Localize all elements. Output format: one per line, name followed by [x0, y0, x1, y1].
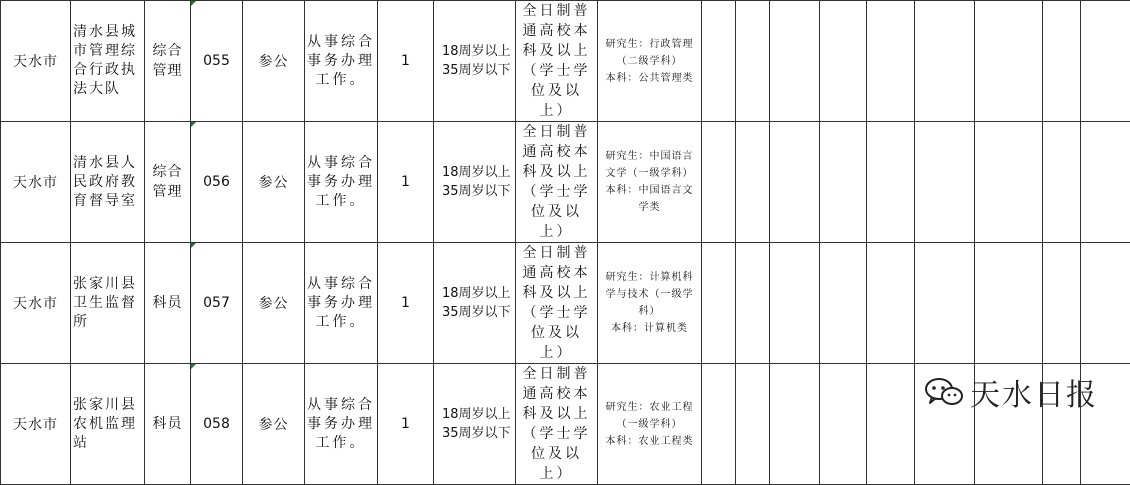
- empty-cell: [1081, 1, 1130, 122]
- age-cell: 18周岁以上 35周岁以下: [434, 1, 516, 122]
- watermark-text: 天水日报: [970, 370, 1098, 414]
- age-cell: 18周岁以上 35周岁以下: [434, 364, 516, 485]
- cell-marker: [191, 364, 196, 369]
- empty-cell: [1043, 122, 1081, 243]
- city-cell: 天水市: [1, 122, 71, 243]
- empty-cell: [736, 1, 770, 122]
- empty-cell: [770, 1, 820, 122]
- unit-cell: 清水县人 民政府教 育督导室: [71, 122, 145, 243]
- education-cell: 全日制普 通高校本 科及以上 （学士学 位及以 上）: [516, 364, 598, 485]
- major-cell: 研究生：行政管理 （二级学科） 本科：公共管理类: [598, 1, 702, 122]
- position-cell: 科员: [145, 243, 191, 364]
- empty-cell: [1043, 243, 1081, 364]
- unit-cell: 张家川县 卫生监督 所: [71, 243, 145, 364]
- city-cell: 天水市: [1, 243, 71, 364]
- empty-cell: [975, 1, 1043, 122]
- code-cell: 056: [191, 122, 243, 243]
- code-cell: 058: [191, 364, 243, 485]
- duty-cell: 从事综合 事务办理 工作。: [305, 122, 378, 243]
- empty-cell: [975, 122, 1043, 243]
- empty-cell: [915, 122, 975, 243]
- empty-cell: [736, 122, 770, 243]
- empty-cell: [915, 243, 975, 364]
- major-cell: 研究生：农业工程 （一级学科） 本科：农业工程类: [598, 364, 702, 485]
- table-row: [1, 243, 1130, 364]
- duty-cell: 从事综合 事务办理 工作。: [305, 1, 378, 122]
- empty-cell: [770, 243, 820, 364]
- empty-cell: [736, 243, 770, 364]
- age-cell: 18周岁以上 35周岁以下: [434, 243, 516, 364]
- empty-cell: [702, 243, 736, 364]
- empty-cell: [820, 364, 867, 485]
- position-cell: 综合 管理: [145, 122, 191, 243]
- empty-cell: [820, 243, 867, 364]
- cell-marker: [191, 243, 196, 248]
- empty-cell: [867, 122, 915, 243]
- empty-cell: [1081, 122, 1130, 243]
- empty-cell: [770, 122, 820, 243]
- duty-cell: 从事综合 事务办理 工作。: [305, 364, 378, 485]
- empty-cell: [702, 364, 736, 485]
- empty-cell: [867, 243, 915, 364]
- type-cell: 参公: [243, 243, 305, 364]
- empty-cell: [1081, 243, 1130, 364]
- empty-cell: [820, 122, 867, 243]
- unit-cell: 张家川县 农机监理 站: [71, 364, 145, 485]
- city-cell: 天水市: [1, 1, 71, 122]
- type-cell: 参公: [243, 364, 305, 485]
- education-cell: 全日制普 通高校本 科及以上 （学士学 位及以 上）: [516, 1, 598, 122]
- unit-cell: 清水县城 市管理综 合行政执 法大队: [71, 1, 145, 122]
- city-cell: 天水市: [1, 364, 71, 485]
- empty-cell: [975, 243, 1043, 364]
- age-cell: 18周岁以上 35周岁以下: [434, 122, 516, 243]
- empty-cell: [867, 364, 915, 485]
- education-cell: 全日制普 通高校本 科及以上 （学士学 位及以 上）: [516, 243, 598, 364]
- count-cell: 1: [378, 364, 434, 485]
- watermark: [924, 370, 1098, 414]
- duty-cell: 从事综合 事务办理 工作。: [305, 243, 378, 364]
- table-row: [1, 122, 1130, 243]
- cell-marker: [191, 122, 196, 127]
- empty-cell: [867, 1, 915, 122]
- code-cell: 055: [191, 1, 243, 122]
- empty-cell: [736, 364, 770, 485]
- empty-cell: [820, 1, 867, 122]
- wechat-icon: [924, 377, 964, 407]
- cell-marker: [191, 1, 196, 6]
- empty-cell: [702, 1, 736, 122]
- type-cell: 参公: [243, 122, 305, 243]
- type-cell: 参公: [243, 1, 305, 122]
- position-cell: 综合 管理: [145, 1, 191, 122]
- code-cell: 057: [191, 243, 243, 364]
- count-cell: 1: [378, 243, 434, 364]
- count-cell: 1: [378, 1, 434, 122]
- position-cell: 科员: [145, 364, 191, 485]
- major-cell: 研究生：中国语言 文学（一级学科） 本科：中国语言文 学类: [598, 122, 702, 243]
- major-cell: 研究生：计算机科 学与技术（一级学 科） 本科：计算机类: [598, 243, 702, 364]
- education-cell: 全日制普 通高校本 科及以上 （学士学 位及以 上）: [516, 122, 598, 243]
- empty-cell: [1043, 1, 1081, 122]
- empty-cell: [770, 364, 820, 485]
- count-cell: 1: [378, 122, 434, 243]
- table-row: [1, 1, 1130, 122]
- empty-cell: [702, 122, 736, 243]
- empty-cell: [915, 1, 975, 122]
